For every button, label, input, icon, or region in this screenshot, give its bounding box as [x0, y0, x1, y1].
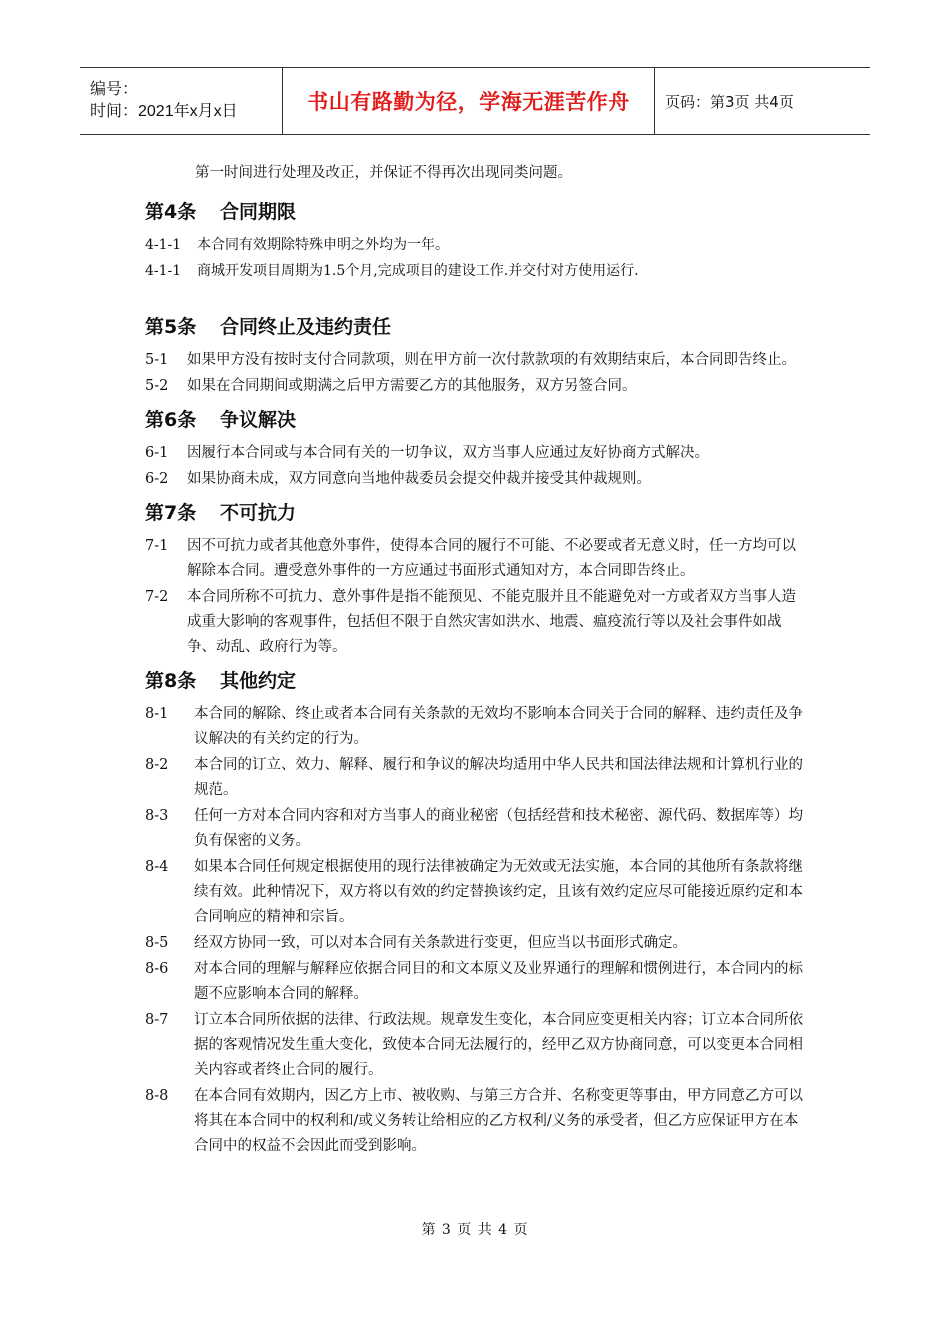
- clause-text: 如果甲方没有按时支付合同款项，则在甲方前一次付款款项的有效期结束后，本合同即告终止。: [187, 352, 796, 368]
- clause: [145, 804, 810, 854]
- clause: [145, 467, 810, 492]
- clause-text: 对本合同的理解与解释应依据合同目的和文本原义及业界通行的理解和惯例进行，本合同内的标题不应影响本合同的解释。: [194, 961, 803, 1002]
- section-title: 合同期限: [220, 201, 297, 223]
- header-motto: 书山有路勤为径，学海无涯苦作舟: [283, 68, 655, 134]
- clause: [145, 585, 810, 660]
- clause-code: 8-4: [145, 859, 169, 875]
- section-number: 第5条: [145, 316, 197, 338]
- clause-text: 因不可抗力或者其他意外事件，使得本合同的履行不可能、不必要或者无意义时，任一方均可以解除本合同。遭受意外事件的一方应通过书面形式通知对方，本合同即告终止。: [187, 538, 796, 579]
- header-meta: [80, 68, 283, 134]
- document-number-label: 编号：: [90, 81, 139, 98]
- section-title: 合同终止及违约责任: [220, 316, 392, 338]
- clause-text: 本合同所称不可抗力、意外事件是指不能预见、不能克服并且不能避免对一方或者双方当事人造成重大影响的客观事件，包括但不限于自然灾害如洪水、地震、瘟疫流行等以及社会事件如战争、动乱、政府行为等。: [187, 589, 796, 655]
- clause-code: 8-5: [145, 935, 169, 951]
- section-number: 第4条: [145, 201, 197, 223]
- clause-text: 如果协商未成，双方同意向当地仲裁委员会提交仲裁并接受其仲裁规则。: [187, 471, 651, 487]
- clause-code: 5-1: [145, 352, 169, 368]
- clause: [145, 348, 810, 373]
- section-7: [145, 493, 810, 660]
- clause-text: 本合同的订立、效力、解释、履行和争议的解决均适用中华人民共和国法律法规和计算机行业的规范。: [194, 757, 803, 798]
- clause-code: 8-2: [145, 757, 169, 773]
- clause-text: 任何一方对本合同内容和对方当事人的商业秘密（包括经营和技术秘密、源代码、数据库等）均负有保密的义务。: [194, 808, 803, 849]
- section-heading: [145, 307, 810, 347]
- clause-code: 8-6: [145, 961, 169, 977]
- clause-code: 6-1: [145, 445, 169, 461]
- clause: [145, 1008, 810, 1083]
- clause-code: 7-2: [145, 589, 169, 605]
- clause-code: 4-1-1: [145, 237, 182, 253]
- clause: [145, 1084, 810, 1159]
- clause-text: 因履行本合同或与本合同有关的一切争议，双方当事人应通过友好协商方式解决。: [187, 445, 709, 461]
- clause-text: 商城开发项目周期为1.5个月,完成项目的建设工作.并交付对方使用运行.: [197, 263, 639, 279]
- section-number: 第6条: [145, 409, 197, 431]
- clause: [145, 233, 810, 258]
- section-heading: [145, 192, 810, 232]
- section-6: [145, 400, 810, 492]
- clause-code: 7-1: [145, 538, 169, 554]
- section-4: [145, 192, 810, 284]
- clause: [145, 855, 810, 930]
- spacer: [145, 285, 810, 307]
- section-5: [145, 307, 810, 399]
- header-page-number: 页码：第3页 共4页: [665, 92, 794, 111]
- intro-line: 第一时间进行处理及改正，并保证不得再次出现同类问题。: [195, 165, 572, 181]
- clause-text: 在本合同有效期内，因乙方上市、被收购、与第三方合并、名称变更等事由，甲方同意乙方可以将其在本合同中的权利和/或义务转让给相应的乙方权利/义务的承受者，但乙方应保证甲方在本合同中的权益不会因此而受到影响。: [194, 1088, 803, 1154]
- clause-code: 8-8: [145, 1088, 169, 1104]
- clause-code: 8-3: [145, 808, 169, 824]
- document-body: [145, 160, 810, 1160]
- clause-text: 本合同的解除、终止或者本合同有关条款的无效均不影响本合同关于合同的解释、违约责任及争议解决的有关约定的行为。: [194, 706, 803, 747]
- clause: [145, 374, 810, 399]
- clause: [145, 259, 810, 284]
- clause: [145, 702, 810, 752]
- section-8: [145, 661, 810, 1159]
- clause-code: 8-1: [145, 706, 169, 722]
- page-footer: 第 3 页 共 4 页: [421, 1222, 529, 1238]
- section-title: 其他约定: [220, 670, 297, 692]
- clause: [145, 753, 810, 803]
- section-heading: [145, 400, 810, 440]
- clause: [145, 957, 810, 1007]
- clause-text: 经双方协同一致，可以对本合同有关条款进行变更，但应当以书面形式确定。: [194, 935, 687, 951]
- clause: [145, 441, 810, 466]
- clause-code: 6-2: [145, 471, 169, 487]
- clause: [145, 931, 810, 956]
- section-number: 第8条: [145, 670, 197, 692]
- clause-text: 本合同有效期除特殊申明之外均为一年。: [197, 237, 449, 253]
- clause-code: 5-2: [145, 378, 169, 394]
- section-title: 争议解决: [220, 409, 297, 431]
- section-heading: [145, 493, 810, 533]
- clause-text: 订立本合同所依据的法律、行政法规。规章发生变化，本合同应变更相关内容；订立本合同所依据的客观情况发生重大变化，致使本合同无法履行的，经甲乙双方协商同意，可以变更本合同相关内容或者终止合同的履行。: [194, 1012, 803, 1078]
- document-date: 时间：2021年x月x日: [90, 103, 238, 120]
- clause-code: 4-1-1: [145, 263, 182, 279]
- page-header: [80, 67, 870, 135]
- clause-text: 如果在合同期间或期满之后甲方需要乙方的其他服务，双方另签合同。: [187, 378, 637, 394]
- clause-text: 如果本合同任何规定根据使用的现行法律被确定为无效或无法实施，本合同的其他所有条款将继续有效。此种情况下，双方将以有效的约定替换该约定，且该有效约定应尽可能接近原约定和本合同响应的精神和宗旨。: [194, 859, 803, 925]
- section-number: 第7条: [145, 502, 197, 524]
- section-heading: [145, 661, 810, 701]
- section-title: 不可抗力: [220, 502, 297, 524]
- clause-code: 8-7: [145, 1012, 169, 1028]
- clause: [145, 534, 810, 584]
